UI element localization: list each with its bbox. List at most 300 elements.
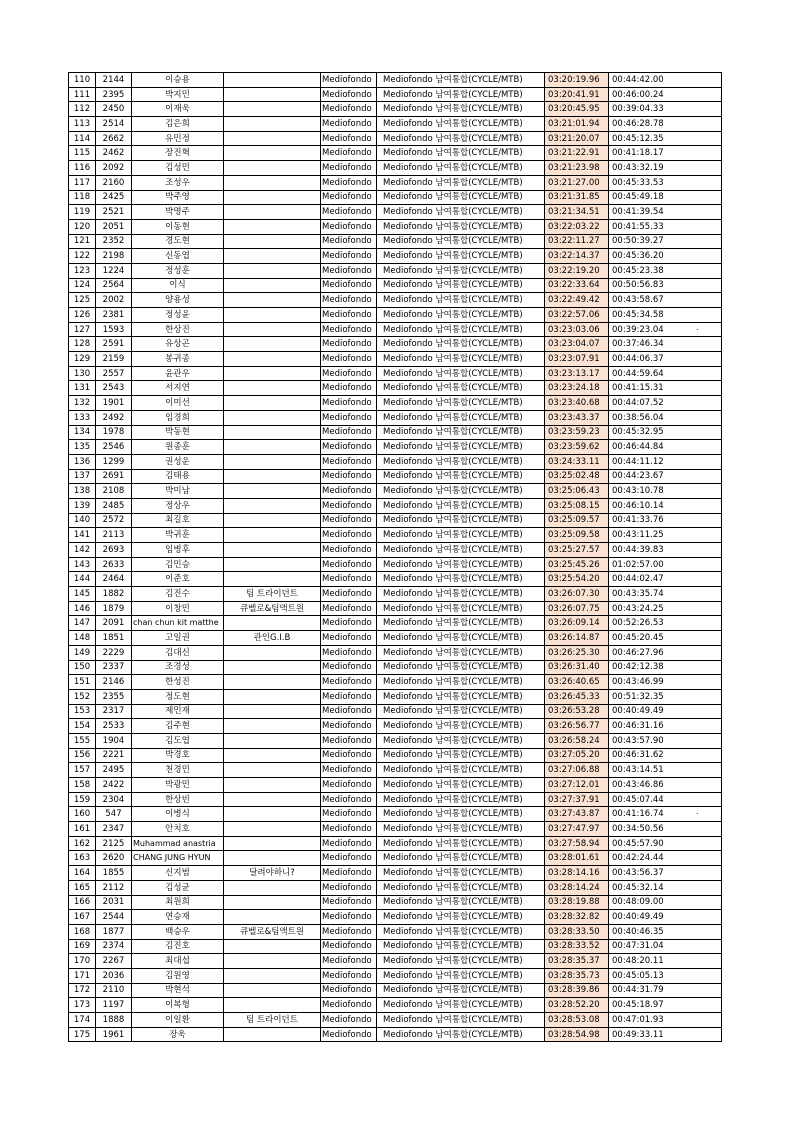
split-cell: 00:47:01.93 (609, 1013, 722, 1028)
division-cell: Mediofondo 남여통합(CYCLE/MTB) (377, 968, 545, 983)
time-cell: 03:27:37.91 (545, 792, 609, 807)
time-cell: 03:25:27.57 (545, 543, 609, 558)
split-cell: 00:43:24.25 (609, 601, 722, 616)
time-cell: 03:20:19.96 (545, 73, 609, 88)
division-cell: Mediofondo 남여통합(CYCLE/MTB) (377, 704, 545, 719)
table-row (69, 660, 722, 675)
team-cell: 팀 트라이던트 (224, 1013, 321, 1028)
rank-cell: 141 (69, 528, 96, 543)
name-cell: 이창민 (132, 601, 224, 616)
bib-cell: 2546 (96, 440, 132, 455)
table-row (69, 293, 722, 308)
name-cell: 김민승 (132, 557, 224, 572)
division-cell: Mediofondo 남여통합(CYCLE/MTB) (377, 308, 545, 323)
rank-cell: 110 (69, 73, 96, 88)
rank-cell: 154 (69, 719, 96, 734)
bib-cell: 2267 (96, 954, 132, 969)
bib-cell: 2564 (96, 278, 132, 293)
time-cell: 03:22:19.20 (545, 263, 609, 278)
rank-cell: 138 (69, 484, 96, 499)
rank-cell: 114 (69, 131, 96, 146)
category-cell: Mediofondo (321, 719, 377, 734)
category-cell: Mediofondo (321, 131, 377, 146)
table-row (69, 498, 722, 513)
team-cell (224, 954, 321, 969)
split-cell: 00:40:46.35 (609, 924, 722, 939)
team-cell (224, 205, 321, 220)
bib-cell: 2543 (96, 381, 132, 396)
rank-cell: 175 (69, 1027, 96, 1042)
bib-cell: 2462 (96, 146, 132, 161)
rank-cell: 112 (69, 102, 96, 117)
table-row (69, 454, 722, 469)
bib-cell: 2450 (96, 102, 132, 117)
team-cell (224, 543, 321, 558)
table-row (69, 131, 722, 146)
division-cell: Mediofondo 남여통합(CYCLE/MTB) (377, 513, 545, 528)
split-cell: 00:45:18.97 (609, 998, 722, 1013)
division-cell: Mediofondo 남여통합(CYCLE/MTB) (377, 131, 545, 146)
time-cell: 03:23:13.17 (545, 366, 609, 381)
split-cell: 00:52:26.53 (609, 616, 722, 631)
category-cell: Mediofondo (321, 73, 377, 88)
division-cell: Mediofondo 남여통합(CYCLE/MTB) (377, 1027, 545, 1042)
split-cell: 00:45:32.95 (609, 425, 722, 440)
margin-dot: . (696, 807, 699, 816)
division-cell: Mediofondo 남여통합(CYCLE/MTB) (377, 293, 545, 308)
table-row (69, 645, 722, 660)
split-cell: 00:45:12.35 (609, 131, 722, 146)
rank-cell: 139 (69, 498, 96, 513)
table-row (69, 234, 722, 249)
time-cell: 03:26:56.77 (545, 719, 609, 734)
rank-cell: 124 (69, 278, 96, 293)
split-cell: 00:44:06.37 (609, 352, 722, 367)
division-cell: Mediofondo 남여통합(CYCLE/MTB) (377, 601, 545, 616)
category-cell: Mediofondo (321, 939, 377, 954)
bib-cell: 2425 (96, 190, 132, 205)
team-cell (224, 645, 321, 660)
category-cell: Mediofondo (321, 366, 377, 381)
name-cell: 이준호 (132, 572, 224, 587)
division-cell: Mediofondo 남여통합(CYCLE/MTB) (377, 689, 545, 704)
table-row (69, 205, 722, 220)
division-cell: Mediofondo 남여통합(CYCLE/MTB) (377, 836, 545, 851)
table-row (69, 410, 722, 425)
category-cell: Mediofondo (321, 645, 377, 660)
division-cell: Mediofondo 남여통합(CYCLE/MTB) (377, 983, 545, 998)
bib-cell: 2620 (96, 851, 132, 866)
name-cell: 임경희 (132, 410, 224, 425)
bib-cell: 2591 (96, 337, 132, 352)
table-row (69, 263, 722, 278)
team-cell (224, 998, 321, 1013)
category-cell: Mediofondo (321, 572, 377, 587)
rank-cell: 148 (69, 631, 96, 646)
team-cell: 팀 트라이던트 (224, 587, 321, 602)
rank-cell: 133 (69, 410, 96, 425)
team-cell (224, 381, 321, 396)
name-cell: 정상우 (132, 498, 224, 513)
time-cell: 03:22:14.37 (545, 249, 609, 264)
split-cell: 01:02:57.00 (609, 557, 722, 572)
split-cell: 00:44:42.00 (609, 73, 722, 88)
name-cell: 김성민 (132, 161, 224, 176)
time-cell: 03:23:24.18 (545, 381, 609, 396)
category-cell: Mediofondo (321, 234, 377, 249)
team-cell (224, 190, 321, 205)
bib-cell: 1904 (96, 733, 132, 748)
split-cell: 00:44:07.52 (609, 396, 722, 411)
name-cell: chan chun kit matthe (132, 616, 224, 631)
rank-cell: 144 (69, 572, 96, 587)
division-cell: Mediofondo 남여통합(CYCLE/MTB) (377, 822, 545, 837)
team-cell (224, 234, 321, 249)
name-cell: 경도현 (132, 234, 224, 249)
team-cell (224, 117, 321, 132)
bib-cell: 1901 (96, 396, 132, 411)
category-cell: Mediofondo (321, 425, 377, 440)
team-cell: 큐벨로&팀액트원 (224, 601, 321, 616)
name-cell: 이동현 (132, 219, 224, 234)
category-cell: Mediofondo (321, 117, 377, 132)
name-cell: 박명주 (132, 205, 224, 220)
name-cell: 조경성 (132, 660, 224, 675)
team-cell (224, 910, 321, 925)
table-row (69, 543, 722, 558)
rank-cell: 149 (69, 645, 96, 660)
rank-cell: 174 (69, 1013, 96, 1028)
split-cell: 00:34:50.56 (609, 822, 722, 837)
category-cell: Mediofondo (321, 440, 377, 455)
time-cell: 03:27:58.94 (545, 836, 609, 851)
table-row (69, 278, 722, 293)
table-row (69, 440, 722, 455)
time-cell: 03:28:14.16 (545, 866, 609, 881)
name-cell: 제민재 (132, 704, 224, 719)
rank-cell: 111 (69, 87, 96, 102)
category-cell: Mediofondo (321, 102, 377, 117)
time-cell: 03:27:47.97 (545, 822, 609, 837)
table-row (69, 161, 722, 176)
rank-cell: 135 (69, 440, 96, 455)
name-cell: 정도현 (132, 689, 224, 704)
rank-cell: 142 (69, 543, 96, 558)
table-row (69, 939, 722, 954)
table-row (69, 352, 722, 367)
time-cell: 03:25:06.43 (545, 484, 609, 499)
time-cell: 03:26:58.24 (545, 733, 609, 748)
table-row (69, 469, 722, 484)
rank-cell: 166 (69, 895, 96, 910)
division-cell: Mediofondo 남여통합(CYCLE/MTB) (377, 219, 545, 234)
time-cell: 03:23:04.07 (545, 337, 609, 352)
division-cell: Mediofondo 남여통합(CYCLE/MTB) (377, 161, 545, 176)
rank-cell: 120 (69, 219, 96, 234)
bib-cell: 1855 (96, 866, 132, 881)
bib-cell: 2092 (96, 161, 132, 176)
rank-cell: 145 (69, 587, 96, 602)
bib-cell: 2464 (96, 572, 132, 587)
bib-cell: 2633 (96, 557, 132, 572)
split-cell: 00:41:18.17 (609, 146, 722, 161)
division-cell: Mediofondo 남여통합(CYCLE/MTB) (377, 440, 545, 455)
table-row (69, 924, 722, 939)
team-cell (224, 337, 321, 352)
rank-cell: 118 (69, 190, 96, 205)
team-cell (224, 131, 321, 146)
name-cell: 박현석 (132, 983, 224, 998)
table-row (69, 572, 722, 587)
division-cell: Mediofondo 남여통합(CYCLE/MTB) (377, 792, 545, 807)
rank-cell: 117 (69, 175, 96, 190)
time-cell: 03:23:07.91 (545, 352, 609, 367)
team-cell (224, 469, 321, 484)
rank-cell: 147 (69, 616, 96, 631)
name-cell: 서지연 (132, 381, 224, 396)
time-cell: 03:26:45.33 (545, 689, 609, 704)
bib-cell: 2355 (96, 689, 132, 704)
name-cell: 임병후 (132, 543, 224, 558)
table-row (69, 337, 722, 352)
division-cell: Mediofondo 남여통합(CYCLE/MTB) (377, 498, 545, 513)
table-row (69, 513, 722, 528)
division-cell: Mediofondo 남여통합(CYCLE/MTB) (377, 631, 545, 646)
time-cell: 03:23:59.62 (545, 440, 609, 455)
division-cell: Mediofondo 남여통합(CYCLE/MTB) (377, 748, 545, 763)
bib-cell: 2521 (96, 205, 132, 220)
category-cell: Mediofondo (321, 293, 377, 308)
table-row (69, 822, 722, 837)
rank-cell: 143 (69, 557, 96, 572)
split-cell: 00:44:39.83 (609, 543, 722, 558)
rank-cell: 162 (69, 836, 96, 851)
bib-cell: 2229 (96, 645, 132, 660)
table-row (69, 528, 722, 543)
bib-cell: 2662 (96, 131, 132, 146)
split-cell: 00:47:31.04 (609, 939, 722, 954)
team-cell (224, 778, 321, 793)
bib-cell: 2514 (96, 117, 132, 132)
category-cell: Mediofondo (321, 557, 377, 572)
division-cell: Mediofondo 남여통합(CYCLE/MTB) (377, 660, 545, 675)
division-cell: Mediofondo 남여통합(CYCLE/MTB) (377, 895, 545, 910)
bib-cell: 2495 (96, 763, 132, 778)
name-cell: 백승우 (132, 924, 224, 939)
name-cell: 신지범 (132, 866, 224, 881)
team-cell (224, 733, 321, 748)
rank-cell: 128 (69, 337, 96, 352)
name-cell: 윤관우 (132, 366, 224, 381)
time-cell: 03:26:14.87 (545, 631, 609, 646)
split-cell: 00:41:33.76 (609, 513, 722, 528)
time-cell: 03:24:33.11 (545, 454, 609, 469)
table-row (69, 631, 722, 646)
split-cell: 00:46:44.84 (609, 440, 722, 455)
division-cell: Mediofondo 남여통합(CYCLE/MTB) (377, 675, 545, 690)
name-cell: 고일권 (132, 631, 224, 646)
table-row (69, 778, 722, 793)
team-cell (224, 822, 321, 837)
split-cell: 00:44:59.64 (609, 366, 722, 381)
name-cell: 박귀훈 (132, 528, 224, 543)
division-cell: Mediofondo 남여통합(CYCLE/MTB) (377, 337, 545, 352)
table-row (69, 733, 722, 748)
name-cell: 김태용 (132, 469, 224, 484)
rank-cell: 157 (69, 763, 96, 778)
name-cell: 김도엽 (132, 733, 224, 748)
table-row (69, 601, 722, 616)
division-cell: Mediofondo 남여통합(CYCLE/MTB) (377, 557, 545, 572)
split-cell: 00:50:39.27 (609, 234, 722, 249)
category-cell: Mediofondo (321, 866, 377, 881)
name-cell: 김진호 (132, 939, 224, 954)
team-cell (224, 704, 321, 719)
team-cell (224, 410, 321, 425)
split-cell: 00:43:35.74 (609, 587, 722, 602)
category-cell: Mediofondo (321, 396, 377, 411)
time-cell: 03:20:45.95 (545, 102, 609, 117)
division-cell: Mediofondo 남여통합(CYCLE/MTB) (377, 322, 545, 337)
rank-cell: 121 (69, 234, 96, 249)
division-cell: Mediofondo 남여통합(CYCLE/MTB) (377, 572, 545, 587)
time-cell: 03:27:43.87 (545, 807, 609, 822)
name-cell: 김성균 (132, 880, 224, 895)
bib-cell: 2492 (96, 410, 132, 425)
time-cell: 03:22:57.06 (545, 308, 609, 323)
table-row (69, 557, 722, 572)
rank-cell: 134 (69, 425, 96, 440)
category-cell: Mediofondo (321, 748, 377, 763)
rank-cell: 137 (69, 469, 96, 484)
rank-cell: 122 (69, 249, 96, 264)
rank-cell: 130 (69, 366, 96, 381)
name-cell: 최대섭 (132, 954, 224, 969)
split-cell: 00:43:11.25 (609, 528, 722, 543)
time-cell: 03:26:40.65 (545, 675, 609, 690)
bib-cell: 2544 (96, 910, 132, 925)
division-cell: Mediofondo 남여통합(CYCLE/MTB) (377, 425, 545, 440)
split-cell: 00:37:46.34 (609, 337, 722, 352)
bib-cell: 2691 (96, 469, 132, 484)
division-cell: Mediofondo 남여통합(CYCLE/MTB) (377, 366, 545, 381)
category-cell: Mediofondo (321, 587, 377, 602)
rank-cell: 146 (69, 601, 96, 616)
division-cell: Mediofondo 남여통합(CYCLE/MTB) (377, 469, 545, 484)
rank-cell: 171 (69, 968, 96, 983)
time-cell: 03:21:01.94 (545, 117, 609, 132)
bib-cell: 2160 (96, 175, 132, 190)
division-cell: Mediofondo 남여통합(CYCLE/MTB) (377, 587, 545, 602)
name-cell: 봉귀종 (132, 352, 224, 367)
rank-cell: 113 (69, 117, 96, 132)
division-cell: Mediofondo 남여통합(CYCLE/MTB) (377, 205, 545, 220)
time-cell: 03:28:35.73 (545, 968, 609, 983)
time-cell: 03:23:43.37 (545, 410, 609, 425)
division-cell: Mediofondo 남여통합(CYCLE/MTB) (377, 87, 545, 102)
category-cell: Mediofondo (321, 954, 377, 969)
time-cell: 03:23:40.68 (545, 396, 609, 411)
bib-cell: 1197 (96, 998, 132, 1013)
category-cell: Mediofondo (321, 822, 377, 837)
table-row (69, 880, 722, 895)
name-cell: 김은희 (132, 117, 224, 132)
time-cell: 03:28:32.82 (545, 910, 609, 925)
bib-cell: 1224 (96, 263, 132, 278)
team-cell (224, 87, 321, 102)
name-cell: 이미선 (132, 396, 224, 411)
time-cell: 03:22:33.64 (545, 278, 609, 293)
team-cell (224, 763, 321, 778)
rank-cell: 132 (69, 396, 96, 411)
bib-cell: 1961 (96, 1027, 132, 1042)
name-cell: 최길호 (132, 513, 224, 528)
category-cell: Mediofondo (321, 322, 377, 337)
name-cell: 이병식 (132, 807, 224, 822)
split-cell: 00:45:23.38 (609, 263, 722, 278)
team-cell (224, 719, 321, 734)
rank-cell: 155 (69, 733, 96, 748)
team-cell (224, 616, 321, 631)
name-cell: 천경민 (132, 763, 224, 778)
bib-cell: 2557 (96, 366, 132, 381)
rank-cell: 123 (69, 263, 96, 278)
table-row (69, 308, 722, 323)
division-cell: Mediofondo 남여통합(CYCLE/MTB) (377, 117, 545, 132)
category-cell: Mediofondo (321, 660, 377, 675)
division-cell: Mediofondo 남여통합(CYCLE/MTB) (377, 381, 545, 396)
split-cell: 00:38:56.04 (609, 410, 722, 425)
bib-cell: 2051 (96, 219, 132, 234)
split-cell: 00:42:12.38 (609, 660, 722, 675)
team-cell (224, 1027, 321, 1042)
category-cell: Mediofondo (321, 601, 377, 616)
category-cell: Mediofondo (321, 1027, 377, 1042)
team-cell: 달려야하니? (224, 866, 321, 881)
rank-cell: 153 (69, 704, 96, 719)
rank-cell: 165 (69, 880, 96, 895)
division-cell: Mediofondo 남여통합(CYCLE/MTB) (377, 234, 545, 249)
time-cell: 03:25:02.48 (545, 469, 609, 484)
split-cell: 00:45:57.90 (609, 836, 722, 851)
name-cell: 유상곤 (132, 337, 224, 352)
category-cell: Mediofondo (321, 998, 377, 1013)
time-cell: 03:26:07.75 (545, 601, 609, 616)
time-cell: 03:21:27.00 (545, 175, 609, 190)
bib-cell: 2374 (96, 939, 132, 954)
team-cell (224, 440, 321, 455)
category-cell: Mediofondo (321, 352, 377, 367)
division-cell: Mediofondo 남여통합(CYCLE/MTB) (377, 998, 545, 1013)
split-cell: 00:46:28.78 (609, 117, 722, 132)
rank-cell: 116 (69, 161, 96, 176)
table-row (69, 616, 722, 631)
name-cell: 한상빈 (132, 792, 224, 807)
category-cell: Mediofondo (321, 308, 377, 323)
division-cell: Mediofondo 남여통합(CYCLE/MTB) (377, 146, 545, 161)
team-cell (224, 73, 321, 88)
category-cell: Mediofondo (321, 410, 377, 425)
division-cell: Mediofondo 남여통합(CYCLE/MTB) (377, 719, 545, 734)
time-cell: 03:21:31.85 (545, 190, 609, 205)
split-cell: 00:45:49.18 (609, 190, 722, 205)
division-cell: Mediofondo 남여통합(CYCLE/MTB) (377, 1013, 545, 1028)
table-row (69, 87, 722, 102)
table-row (69, 807, 722, 822)
division-cell: Mediofondo 남여통합(CYCLE/MTB) (377, 778, 545, 793)
division-cell: Mediofondo 남여통합(CYCLE/MTB) (377, 910, 545, 925)
category-cell: Mediofondo (321, 484, 377, 499)
